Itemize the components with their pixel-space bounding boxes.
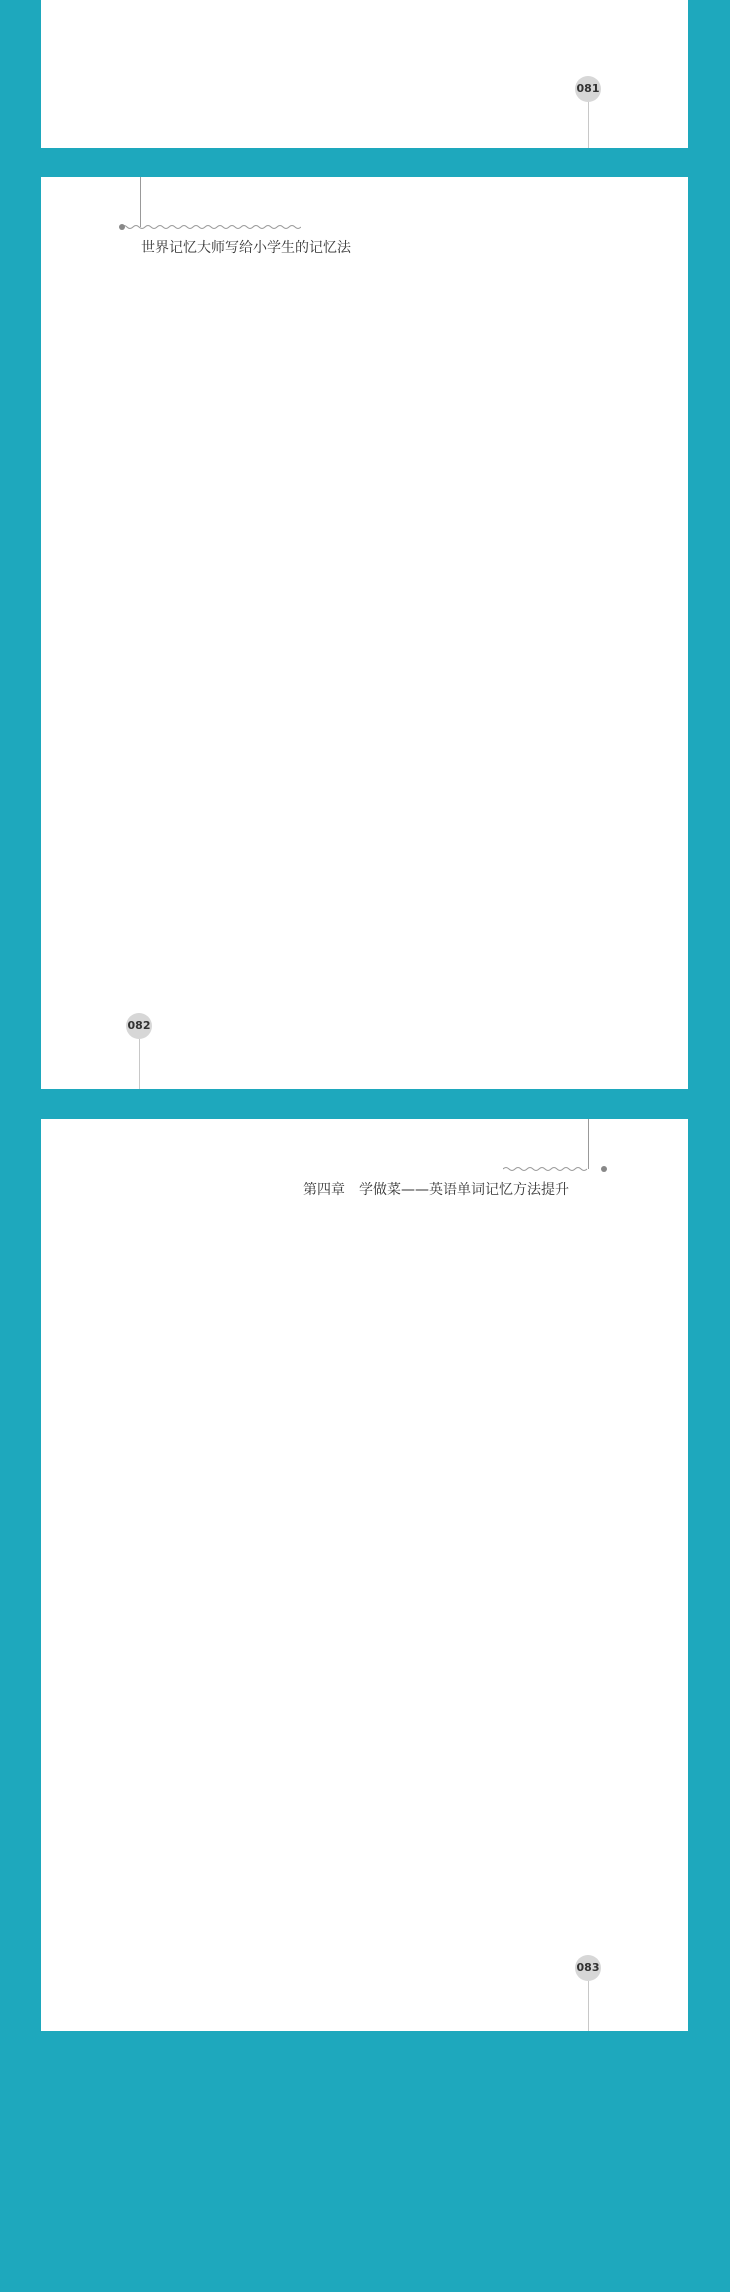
page-number-083: 083 <box>575 1955 601 1981</box>
header-wave-ornament <box>503 1166 588 1172</box>
running-header: 世界记忆大师写给小学生的记忆法 <box>141 240 351 256</box>
header-dot <box>119 224 125 230</box>
header-deco-line <box>140 177 141 227</box>
page-number-stem <box>588 1981 589 2031</box>
page-number-stem <box>139 1039 140 1089</box>
header-dot <box>601 1166 607 1172</box>
book-page-083 <box>41 1119 688 2031</box>
page-number-081: 081 <box>575 76 601 102</box>
running-header: 第四章 学做菜——英语单词记忆方法提升 <box>303 1182 569 1198</box>
book-page-081 <box>41 0 688 148</box>
page-number-082: 082 <box>126 1013 152 1039</box>
header-wave-ornament <box>121 224 301 230</box>
header-deco-line <box>588 1119 589 1169</box>
book-page-082 <box>41 177 688 1089</box>
